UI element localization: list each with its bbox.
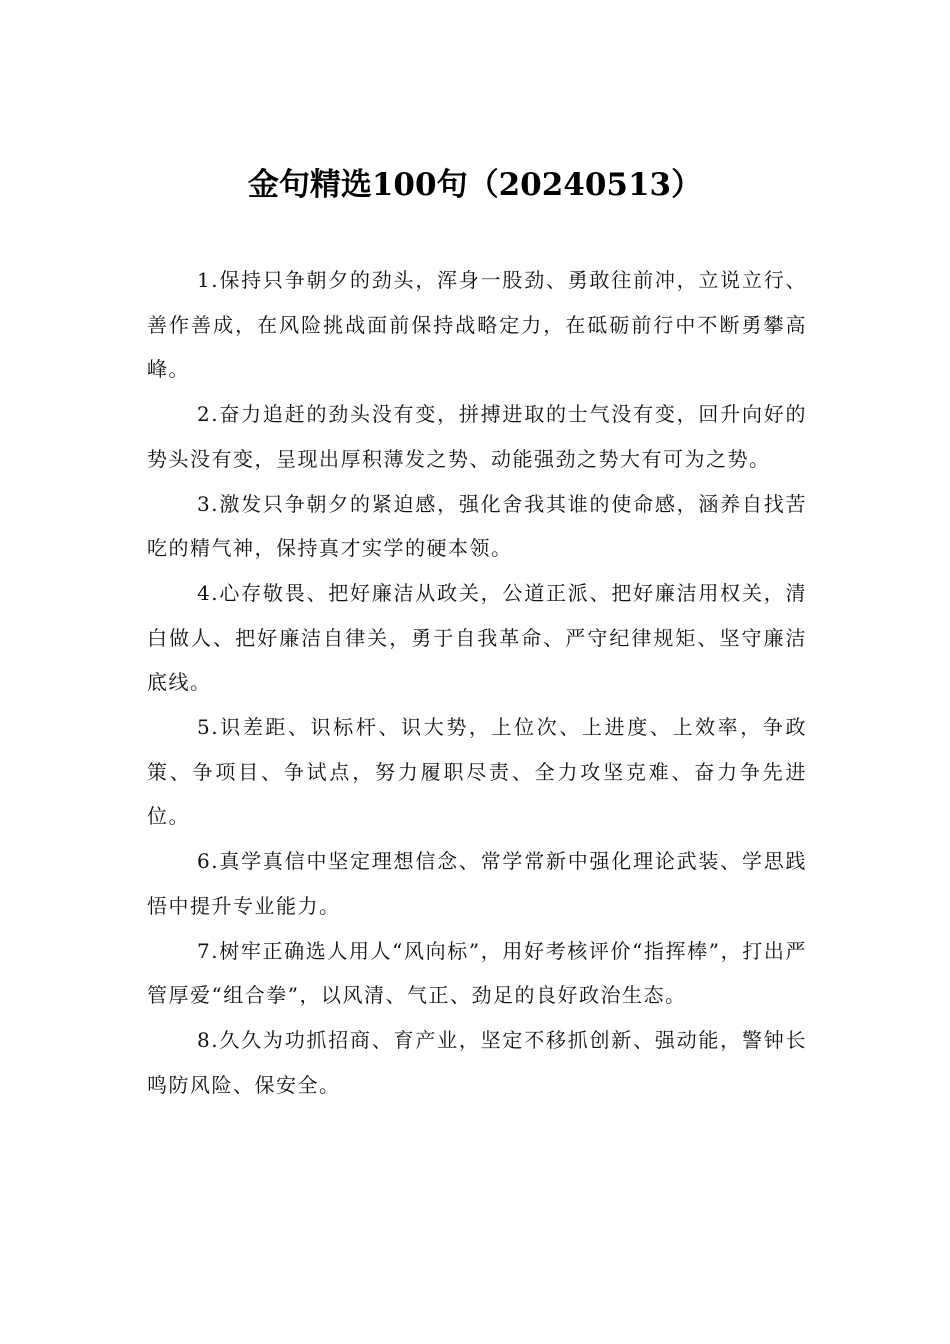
item-text: 保持只争朝夕的劲头，浑身一股劲、勇敢往前冲，立说立行、善作善成，在风险挑战面前保持战略定力，在砥砺前行中不断勇攀高峰。 xyxy=(147,268,807,382)
item-number: 2. xyxy=(197,402,220,427)
item-number: 5. xyxy=(197,715,220,740)
list-item xyxy=(147,392,807,481)
item-text: 心存敬畏、把好廉洁从政关，公道正派、把好廉洁用权关，清白做人、把好廉洁自律关，勇于自我革命、严守纪律规矩、坚守廉洁底线。 xyxy=(147,580,807,695)
document-title: 金句精选100句（20240513） xyxy=(247,167,703,203)
list-item xyxy=(147,839,807,928)
list-item xyxy=(147,482,807,571)
item-text: 久久为功抓招商、育产业，坚定不移抓创新、强动能，警钟长鸣防风险、保安全。 xyxy=(147,1027,807,1097)
item-number: 7. xyxy=(197,938,220,963)
item-number: 8. xyxy=(197,1027,220,1052)
item-number: 3. xyxy=(197,491,220,516)
list-item xyxy=(147,571,807,705)
item-text: 激发只争朝夕的紧迫感，强化舍我其谁的使命感，涵养自找苦吃的精气神，保持真才实学的硬本领。 xyxy=(147,491,807,561)
item-text: 识差距、识标杆、识大势，上位次、上进度、上效率，争政策、争项目、争试点，努力履职尽责、全力攻坚克难、奋力争先进位。 xyxy=(147,715,807,829)
item-text: 树牢正确选人用人“风向标”，用好考核评价“指挥棒”，打出严管厚爱“组合拳”，以风清、气正、劲足的良好政治生态。 xyxy=(147,938,807,1008)
item-text: 奋力追赶的劲头没有变，拼搏进取的士气没有变，回升向好的势头没有变，呈现出厚积薄发之势、动能强劲之势大有可为之势。 xyxy=(147,402,807,471)
list-item xyxy=(147,258,807,392)
list-item xyxy=(147,705,807,839)
document-body xyxy=(147,258,807,1107)
item-number: 4. xyxy=(197,580,220,605)
list-item xyxy=(147,929,807,1018)
item-text: 真学真信中坚定理想信念、常学常新中强化理论武装、学思践悟中提升专业能力。 xyxy=(147,849,807,918)
item-number: 6. xyxy=(197,849,220,874)
item-number: 1. xyxy=(197,268,220,292)
list-item xyxy=(147,1018,807,1107)
